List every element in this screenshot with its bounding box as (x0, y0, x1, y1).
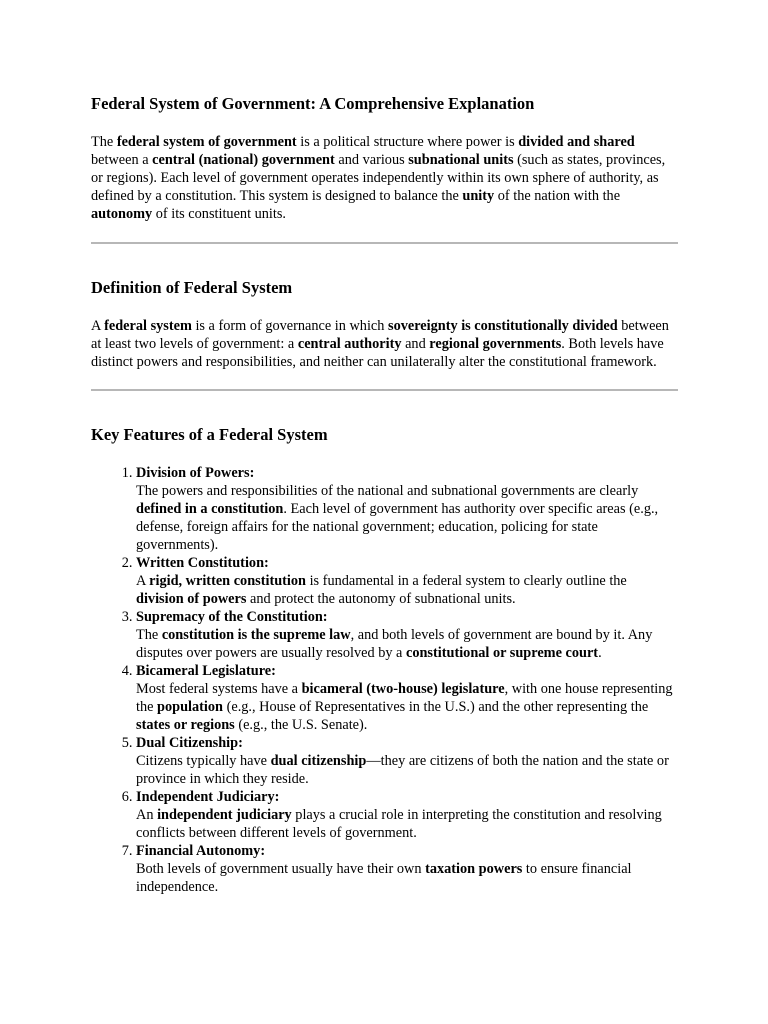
section-divider (91, 389, 678, 391)
bold-text: division of powers (136, 591, 247, 607)
text-run: (e.g., House of Representatives in the U.S.) and the other representing the (223, 699, 649, 715)
feature-item (136, 788, 678, 842)
definition-heading: Definition of Federal System (91, 278, 293, 297)
text-run: Citizens typically have (136, 753, 271, 769)
feature-title: Supremacy of the Constitution: (136, 609, 328, 625)
bold-text: central authority (297, 336, 402, 352)
feature-body (136, 752, 678, 788)
text-run: of its constituent units. (152, 206, 287, 222)
bold-text: constitutional or supreme court (405, 645, 599, 661)
bold-text: central (national) government (152, 152, 335, 168)
feature-body (136, 806, 678, 842)
bold-text: states or regions (136, 717, 235, 733)
bold-text: population (157, 699, 224, 715)
text-run: (e.g., the U.S. Senate). (234, 717, 368, 733)
text-run: is fundamental in a federal system to clearly outline the (306, 573, 627, 589)
text-run: (such as states, provinces, or regions). Each level of government operates independently within its own sphere of authority, as defined by a constitution. This system is designed to balance the (91, 152, 666, 204)
text-run: of the nation with the (494, 188, 621, 204)
text-run: and (401, 336, 430, 352)
feature-title: Independent Judiciary: (136, 789, 280, 805)
bold-text: sovereignty is constitutionally divided (388, 318, 618, 334)
bold-text: independent judiciary (157, 807, 292, 823)
feature-title: Division of Powers: (136, 465, 255, 481)
feature-body (136, 626, 678, 662)
feature-item (136, 734, 678, 788)
text-run: The (91, 134, 117, 150)
features-heading: Key Features of a Federal System (91, 425, 328, 444)
text-run: A (136, 573, 150, 589)
text-run: between at least two levels of government: a (91, 318, 669, 352)
text-run: , with one house representing the (136, 681, 673, 715)
bold-text: rigid, written constitution (149, 573, 306, 589)
feature-item (136, 842, 678, 896)
section-divider (91, 242, 678, 244)
bold-text: dual citizenship (270, 753, 367, 769)
feature-item (136, 464, 678, 554)
feature-body (136, 482, 678, 554)
page-title: Federal System of Government: A Comprehensive Explanation (91, 94, 535, 113)
intro-paragraph (91, 133, 678, 223)
feature-item (136, 554, 678, 608)
text-run: plays a crucial role in interpreting the constitution and resolving conflicts between different levels of government. (136, 807, 662, 841)
feature-title: Financial Autonomy: (136, 843, 266, 859)
bold-text: federal system (104, 318, 192, 334)
text-run: . Both levels have distinct powers and responsibilities, and neither can unilaterally alter the constitutional framework. (91, 336, 664, 370)
text-run: The (136, 627, 162, 643)
feature-body (136, 860, 678, 896)
feature-body (136, 680, 678, 734)
feature-item (136, 662, 678, 734)
bold-text: autonomy (91, 206, 153, 222)
text-run: is a political structure where power is (296, 134, 519, 150)
bold-text: federal system of government (116, 134, 297, 150)
text-run: to ensure financial independence. (136, 861, 632, 895)
bold-text: unity (462, 188, 495, 204)
feature-title: Dual Citizenship: (136, 735, 243, 751)
feature-item (136, 608, 678, 662)
text-run: , and both levels of government are bound by it. Any disputes over powers are usually resolved by a (136, 627, 653, 661)
text-run: and various (334, 152, 409, 168)
text-run: The powers and responsibilities of the national and subnational governments are clearly (136, 483, 639, 499)
text-run: An (136, 807, 158, 823)
text-run: . (598, 645, 602, 661)
bold-text: defined in a constitution (136, 501, 284, 517)
bold-text: constitution is the supreme law (161, 627, 351, 643)
feature-title: Bicameral Legislature: (136, 663, 276, 679)
text-run: . Each level of government has authority over specific areas (e.g., defense, foreign affairs for the national government; education, policing for state governments). (136, 501, 659, 553)
bold-text: taxation powers (425, 861, 523, 877)
bold-text: subnational units (408, 152, 514, 168)
definition-paragraph (91, 317, 678, 371)
feature-title: Written Constitution: (136, 555, 269, 571)
text-run: —they are citizens of both the nation and the state or province in which they reside. (136, 753, 669, 787)
bold-text: bicameral (two-house) legislature (301, 681, 505, 697)
text-run: Most federal systems have a (136, 681, 302, 697)
text-run: Both levels of government usually have their own (136, 861, 426, 877)
bold-text: divided and shared (518, 134, 635, 150)
text-run: between a (91, 152, 153, 168)
feature-body (136, 572, 678, 608)
text-run: and protect the autonomy of subnational units. (246, 591, 516, 607)
features-list (91, 464, 678, 896)
text-run: is a form of governance in which (191, 318, 388, 334)
bold-text: regional governments (429, 336, 562, 352)
text-run: A (91, 318, 105, 334)
